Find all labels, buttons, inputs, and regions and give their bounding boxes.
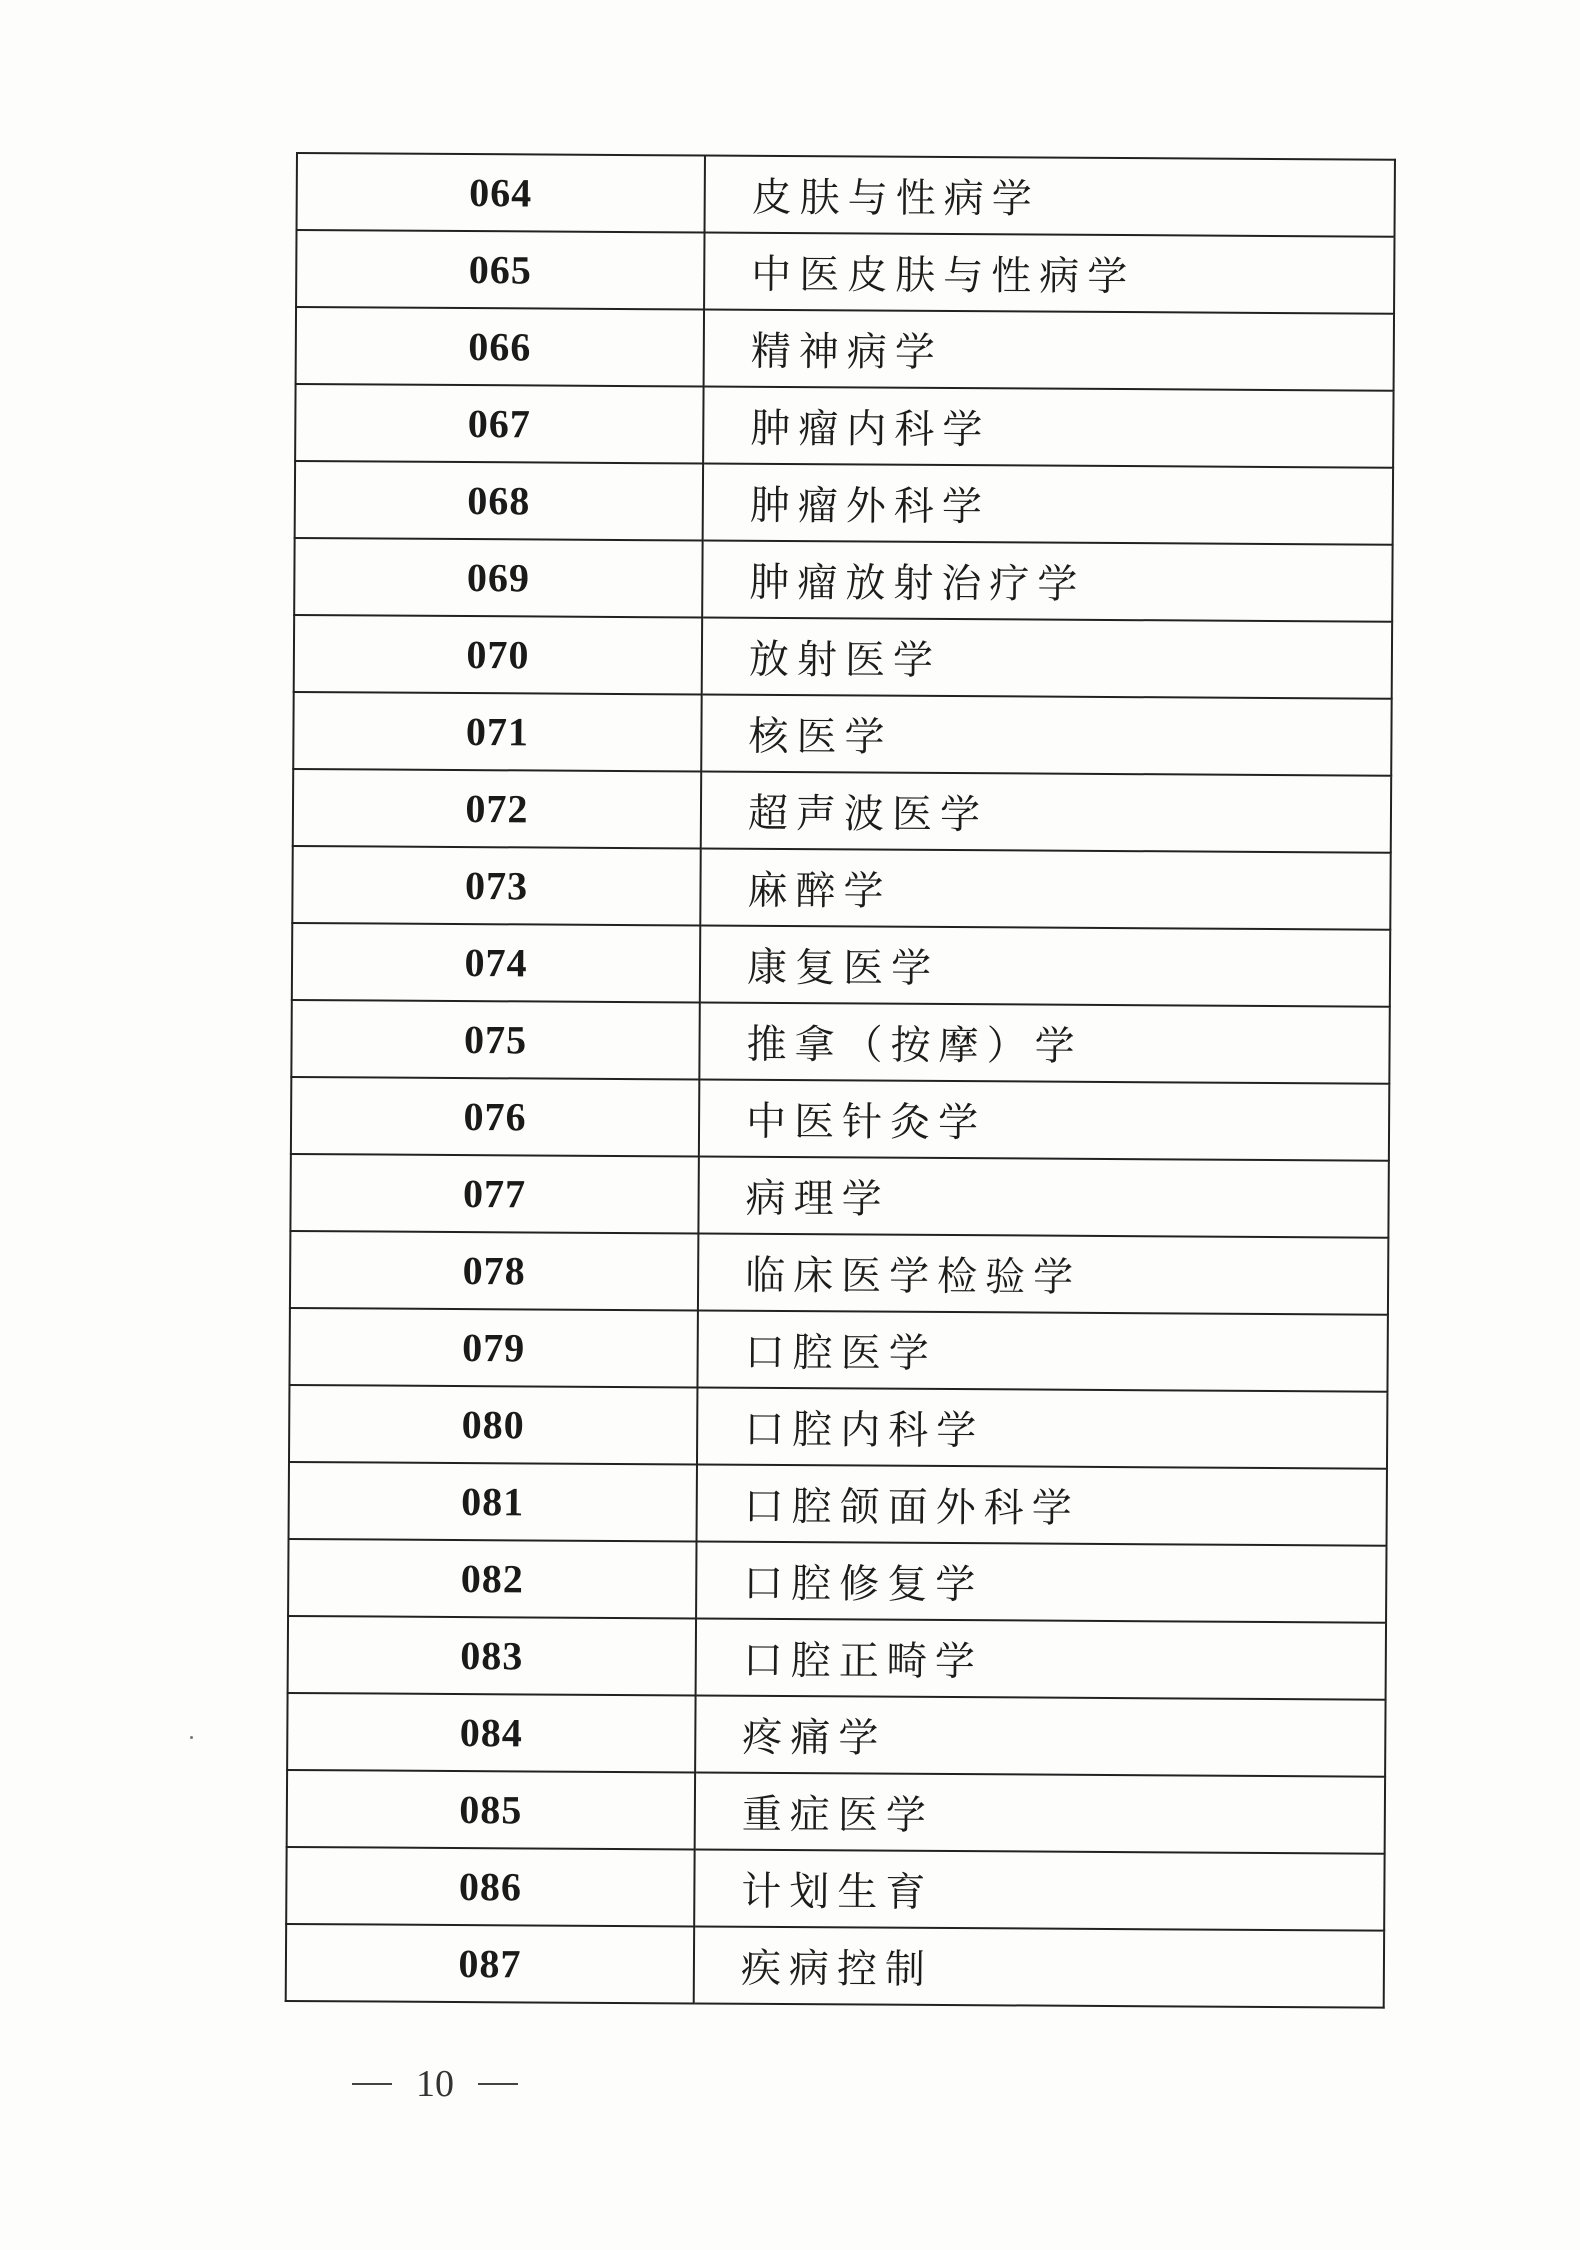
table-row [295,461,1393,545]
specialty-name-cell: 口腔修复学 [696,1541,1386,1622]
code-cell: 080 [289,1385,697,1464]
table-row [289,1385,1387,1469]
code-cell: 067 [295,384,703,463]
specialty-name-cell: 康复医学 [700,925,1390,1006]
table-row [290,1154,1388,1238]
table-row [293,692,1391,776]
code-cell: 085 [287,1770,695,1849]
page-footer [352,2062,518,2106]
specialty-name-cell: 临床医学检验学 [698,1233,1388,1314]
specialty-name-cell: 皮肤与性病学 [705,155,1395,236]
table-row [294,538,1392,622]
footer-dash-right [478,2083,518,2085]
code-cell: 064 [297,153,705,232]
specialty-name-cell: 肿瘤外科学 [703,463,1393,544]
table-row [290,1231,1388,1315]
code-cell: 068 [295,461,703,540]
code-cell: 065 [296,230,704,309]
specialty-name-cell: 超声波医学 [701,771,1391,852]
specialty-name-cell: 口腔医学 [697,1310,1387,1391]
specialty-name-cell: 推拿（按摩）学 [699,1002,1389,1083]
code-cell: 087 [286,1924,694,2003]
table-row [286,1924,1384,2008]
specialty-name-cell: 重症医学 [695,1772,1385,1853]
code-cell: 081 [289,1462,697,1541]
table-row [292,923,1390,1007]
specialty-name-cell: 疼痛学 [695,1695,1385,1776]
table-row [294,615,1392,699]
specialty-name-cell: 肿瘤放射治疗学 [702,540,1392,621]
table-row [291,1077,1389,1161]
table-row [287,1770,1385,1854]
specialty-name-cell: 计划生育 [694,1849,1384,1930]
code-cell: 066 [296,307,704,386]
table-row [289,1308,1387,1392]
table-row [286,1847,1384,1931]
table-row [288,1539,1386,1623]
table-row [297,153,1395,237]
code-cell: 075 [291,1000,699,1079]
table-row [291,1000,1389,1084]
code-cell: 072 [293,769,701,848]
specialty-name-cell: 疾病控制 [694,1926,1384,2007]
specialty-code-table-wrapper [285,152,1394,2009]
table-row [296,230,1394,314]
page-number: 10 [416,2063,454,2105]
specialty-name-cell: 口腔正畸学 [696,1618,1386,1699]
code-cell: 077 [290,1154,698,1233]
code-cell: 082 [288,1539,696,1618]
specialty-name-cell: 麻醉学 [700,848,1390,929]
table-row [293,769,1391,853]
code-cell: 086 [286,1847,694,1926]
specialty-name-cell: 核医学 [701,694,1391,775]
table-row [295,384,1393,468]
scan-speck [190,1736,193,1739]
specialty-code-table [285,152,1396,2009]
specialty-name-cell: 中医针灸学 [699,1079,1389,1160]
specialty-name-cell: 精神病学 [704,309,1394,390]
table-row [296,307,1394,391]
code-cell: 076 [291,1077,699,1156]
specialty-name-cell: 病理学 [698,1156,1388,1237]
code-cell: 069 [294,538,702,617]
code-cell: 079 [289,1308,697,1387]
specialty-name-cell: 口腔内科学 [697,1387,1387,1468]
code-cell: 084 [287,1693,695,1772]
table-row [288,1616,1386,1700]
code-cell: 074 [292,923,700,1002]
table-row [292,846,1390,930]
footer-dash-left [352,2083,392,2085]
code-cell: 078 [290,1231,698,1310]
table-row [287,1693,1385,1777]
code-cell: 071 [293,692,701,771]
table-body [286,153,1395,2008]
code-cell: 083 [288,1616,696,1695]
specialty-name-cell: 肿瘤内科学 [703,386,1393,467]
table-row [289,1462,1387,1546]
code-cell: 070 [294,615,702,694]
specialty-name-cell: 放射医学 [702,617,1392,698]
specialty-name-cell: 口腔颌面外科学 [697,1464,1387,1545]
code-cell: 073 [292,846,700,925]
specialty-name-cell: 中医皮肤与性病学 [704,232,1394,313]
